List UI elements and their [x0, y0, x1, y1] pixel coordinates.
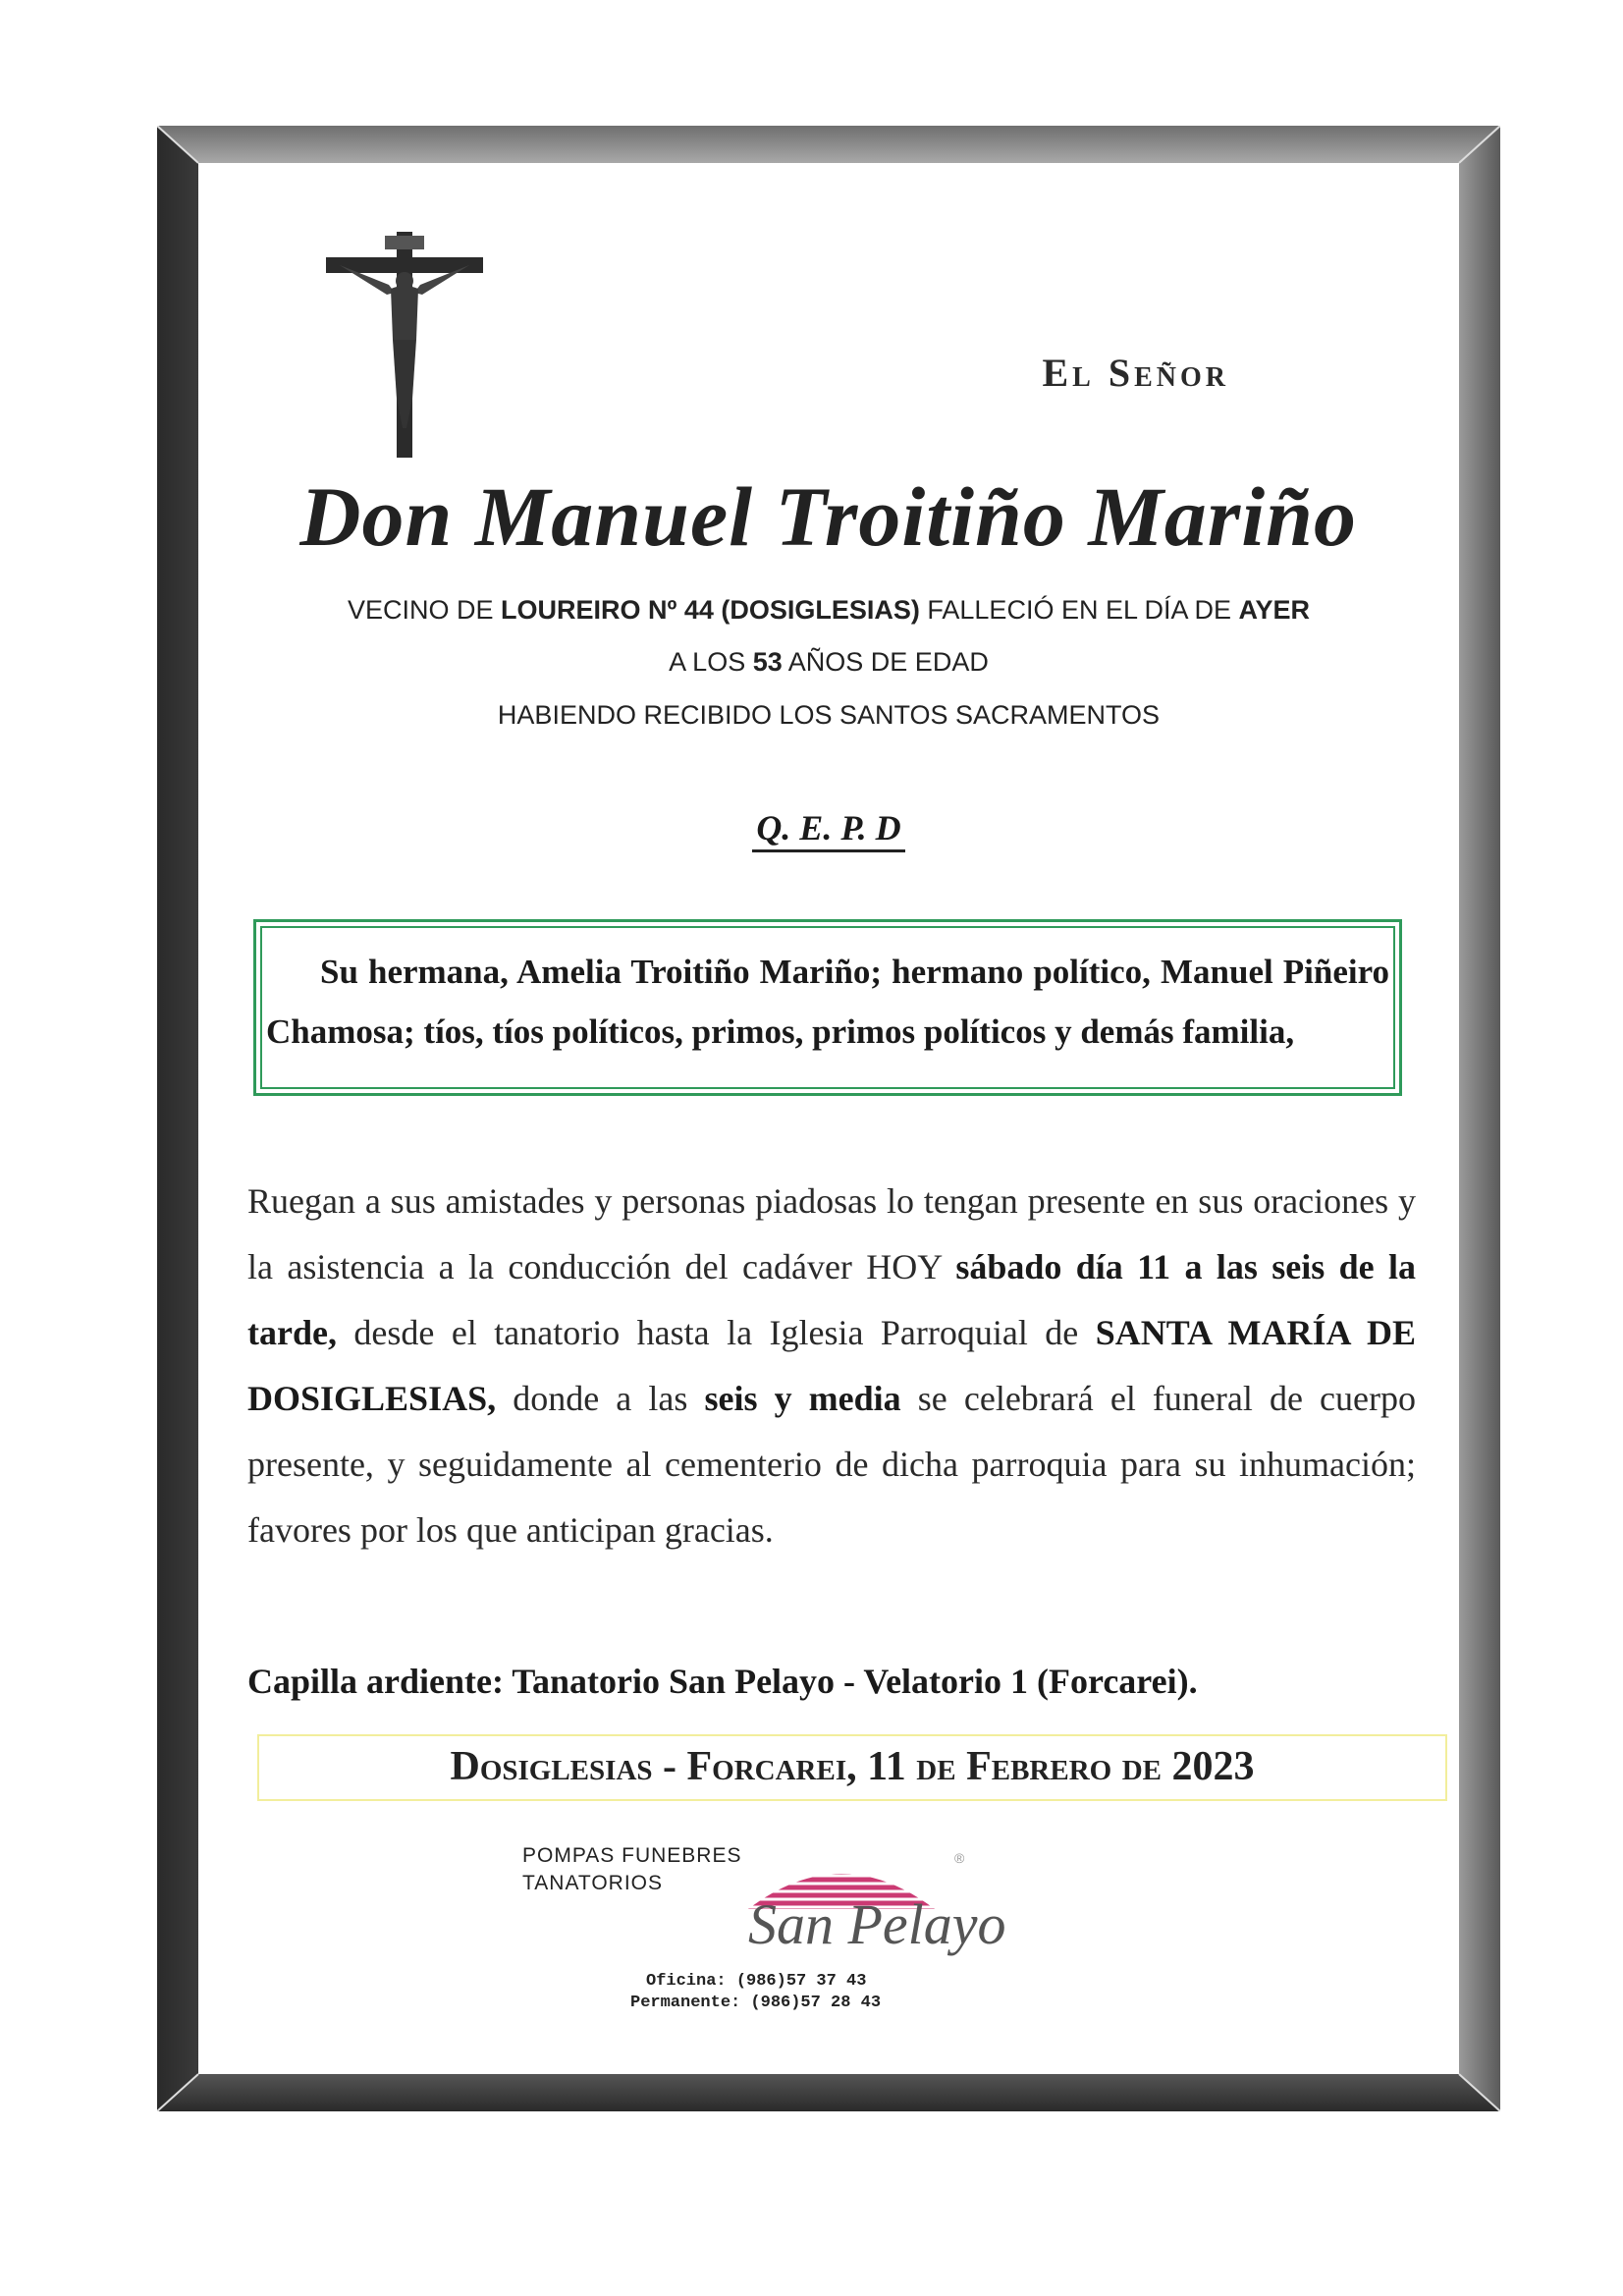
permanent-phone: Permanente: (986)57 28 43	[630, 1994, 882, 2012]
funeral-home-logo	[522, 1842, 1013, 2029]
honorific-title: El Señor	[1042, 351, 1229, 395]
family-box	[253, 919, 1402, 1096]
registered-mark: ®	[954, 1850, 965, 1866]
info-line-age: A LOS 53 AÑOS DE EDAD	[669, 647, 989, 677]
funeral-home-services: POMPAS FUNEBRES TANATORIOS	[522, 1844, 742, 1894]
office-phone: Oficina: (986)57 37 43	[646, 1972, 867, 1991]
info-line-sacraments: HABIENDO RECIBIDO LOS SANTOS SACRAMENTOS	[497, 700, 1161, 730]
capilla-ardiente: Capilla ardiente: Tanatorio San Pelayo - Velatorio 1 (Forcarei).	[247, 1662, 1198, 1701]
ceremony-text: Ruegan a sus amistades y personas piadosas lo tengan presente en sus oraciones y la asistencia a la conducción del cadáver HOY sábado día 11 a las seis de la tarde, desde el tanatorio hasta la Iglesia Parroquial de SANTA MARÍA DE DOSIGLESIAS, donde a las seis y media se celebrará el funeral de cuerpo presente, y seguidamente al cementerio de dicha parroquia para su inhumación; favores por los que anticipan gracias.	[247, 1181, 1417, 1550]
notice-content	[198, 163, 1459, 2072]
family-text: Su hermana, Amelia Troitiño Mariño; hermano político, Manuel Piñeiro Chamosa; tíos, tíos políticos, primos, primos políticos y demás familia,	[260, 926, 1395, 1089]
deceased-name: Don Manuel Troitiño Mariño	[299, 469, 1357, 564]
place-date-line: Dosiglesias - Forcarei, 11 de Febrero de 2023	[257, 1734, 1447, 1801]
info-line-residence: VECINO DE LOUREIRO Nº 44 (DOSIGLESIAS) FALLECIÓ EN EL DÍA DE AYER	[347, 595, 1311, 625]
mourning-frame	[157, 126, 1500, 2111]
funeral-home-brand: San Pelayo	[748, 1892, 1006, 1956]
crucifix-icon	[326, 232, 483, 458]
qepd-label: Q. E. P. D	[198, 807, 1459, 848]
